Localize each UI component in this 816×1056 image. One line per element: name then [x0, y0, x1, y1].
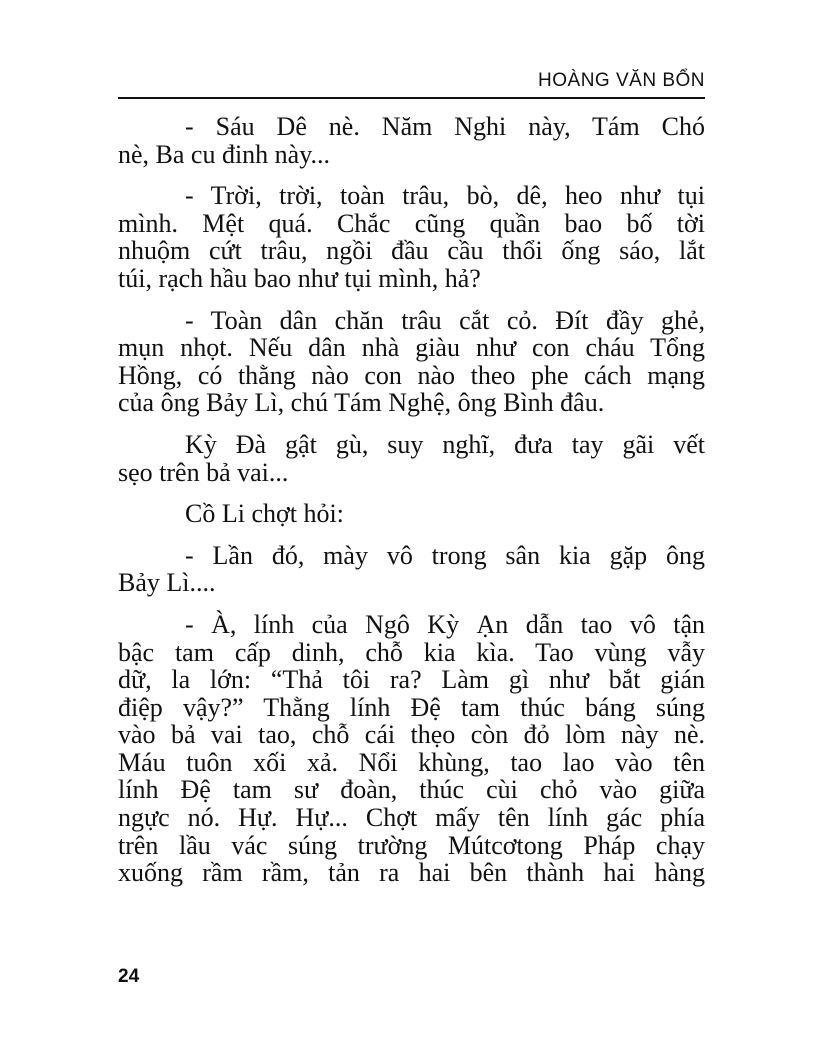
paragraph: [118, 611, 705, 887]
text-line: lính Đệ tam sư đoàn, thúc cùi chỏ vào giữa: [118, 775, 705, 805]
text-line: dữ, la lớn: “Thả tôi ra? Làm gì như bắt gián: [118, 665, 705, 695]
paragraph: [118, 500, 705, 528]
text-line: vào bả vai tao, chỗ cái thẹo còn đỏ lòm này nè.: [118, 720, 705, 750]
text-line: Hồng, có thằng nào con nào theo phe cách mạng: [118, 360, 705, 390]
text-line: ngực nó. Hự. Hự... Chợt mấy tên lính gác phía: [118, 803, 705, 833]
text-line: điệp vậy?” Thằng lính Đệ tam thúc báng súng: [118, 692, 705, 722]
text-line: - À, lính của Ngô Kỳ Ạn dẫn tao vô tận: [185, 609, 705, 639]
text-line: sẹo trên bả vai...: [118, 457, 289, 487]
text-line: xuống rầm rầm, tản ra hai bên thành hai hàng: [118, 858, 705, 888]
text-line: mụn nhọt. Nếu dân nhà giàu như con cháu Tổng: [118, 333, 705, 363]
text-line: Máu tuôn xối xả. Nổi khùng, tao lao vào tên: [118, 747, 705, 777]
text-line: Kỳ Đà gật gù, suy nghĩ, đưa tay gãi vết: [185, 429, 705, 459]
page-number: 24: [118, 966, 140, 987]
paragraph: [118, 431, 705, 486]
text-line: Cồ Li chợt hỏi:: [185, 499, 344, 529]
page-body: [118, 113, 705, 901]
text-line: - Lần đó, mày vô trong sân kia gặp ông: [185, 540, 705, 570]
text-line: mình. Mệt quá. Chắc cũng quần bao bố tời: [118, 208, 705, 238]
running-header: HOÀNG VĂN BỔN: [538, 70, 705, 91]
header-rule: [118, 97, 705, 99]
text-line: túi, rạch hầu bao như tụi mình, hả?: [118, 263, 481, 293]
text-line: - Toàn dân chăn trâu cắt cỏ. Đít đầy ghẻ,: [185, 305, 705, 335]
paragraph: [118, 307, 705, 417]
text-line: của ông Bảy Lì, chú Tám Nghệ, ông Bình đâu.: [118, 388, 605, 418]
paragraph: [118, 542, 705, 597]
paragraph: [118, 113, 705, 168]
text-line: trên lầu vác súng trường Mútcơtong Pháp chạy: [118, 830, 705, 860]
text-line: - Sáu Dê nè. Năm Nghi này, Tám Chó: [185, 112, 705, 141]
text-line: Bảy Lì....: [118, 568, 216, 598]
text-line: nè, Ba cu đinh này...: [118, 139, 331, 169]
paragraph: [118, 182, 705, 292]
text-line: - Trời, trời, toàn trâu, bò, dê, heo như tụi: [185, 181, 705, 211]
text-line: nhuộm cứt trâu, ngồi đầu cầu thổi ống sáo, lắt: [118, 236, 705, 266]
text-line: bậc tam cấp dinh, chỗ kia kìa. Tao vùng vẫy: [118, 637, 705, 667]
